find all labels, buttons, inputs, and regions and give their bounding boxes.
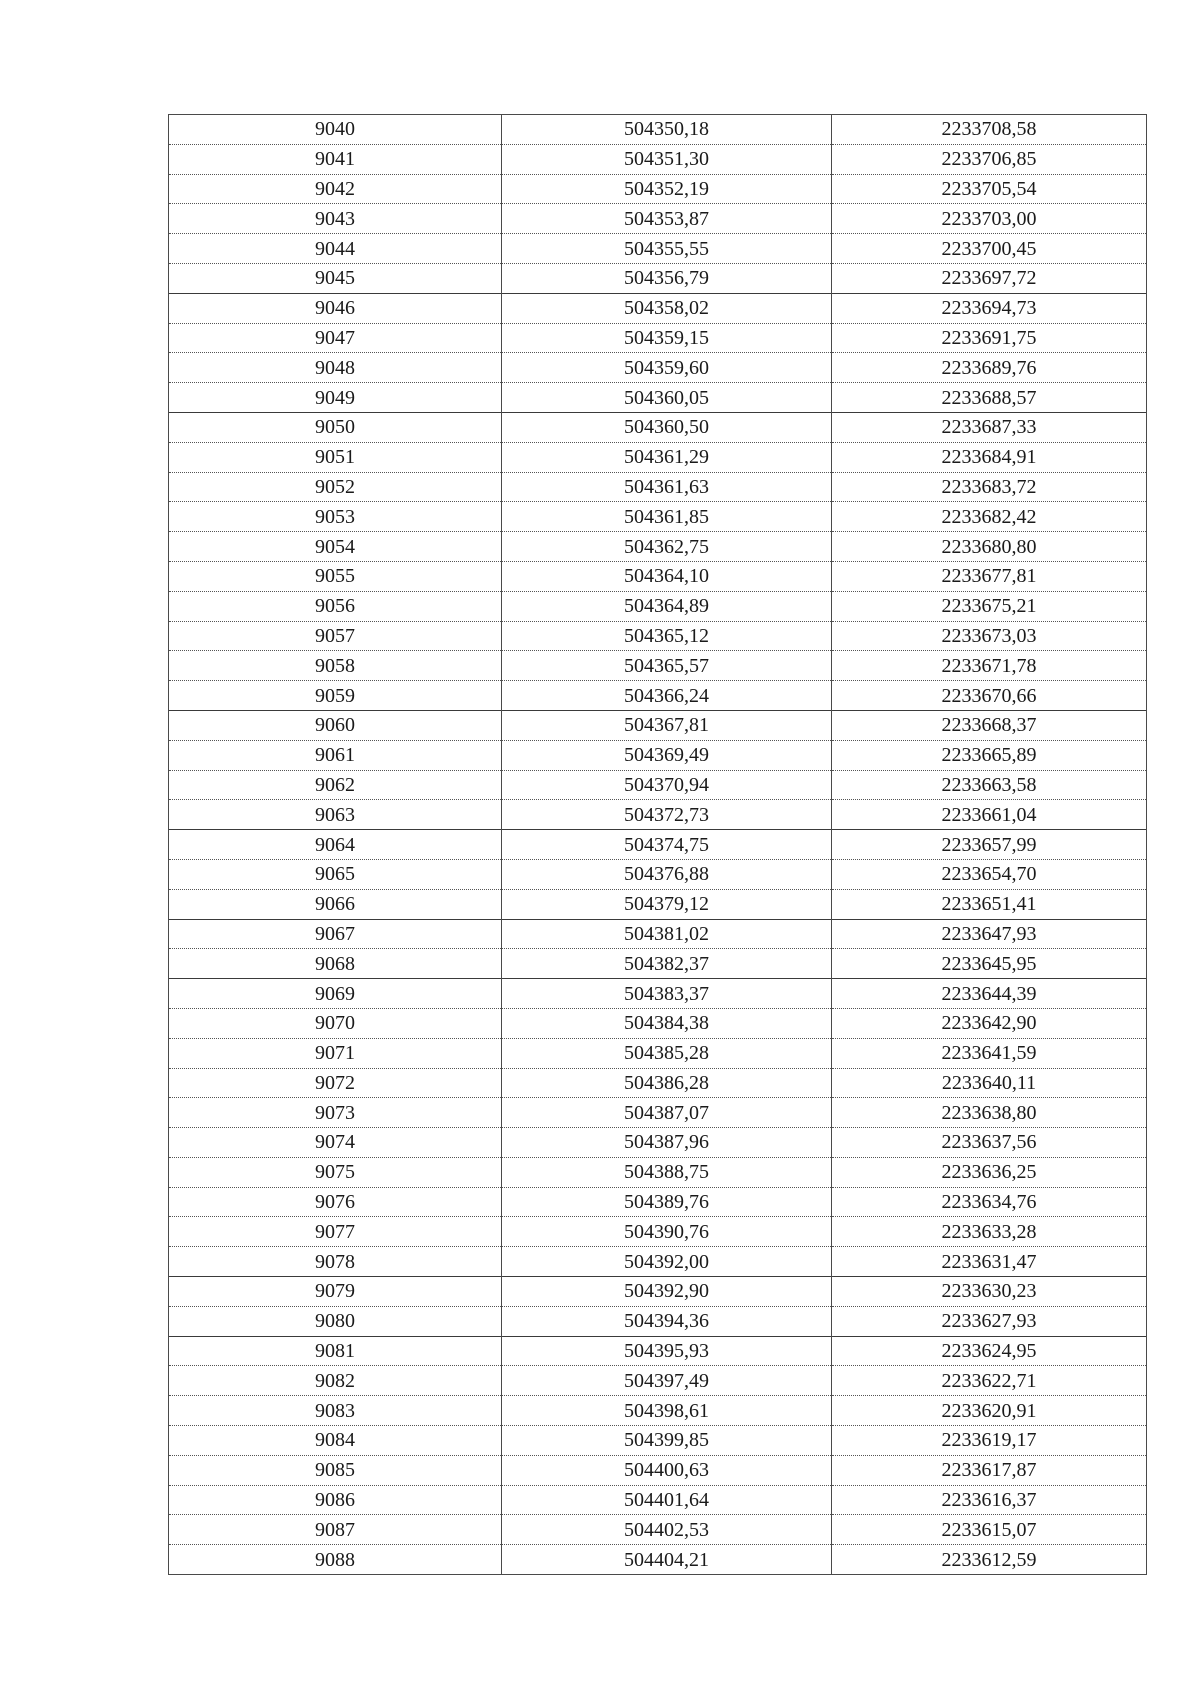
- table-row: [169, 1098, 1147, 1128]
- table-row: [169, 412, 1147, 442]
- table-row: [169, 472, 1147, 502]
- x-coordinate-cell: 504385,28: [502, 1038, 832, 1068]
- x-coordinate-cell: 504361,85: [502, 502, 832, 532]
- point-number-cell: 9052: [169, 472, 502, 502]
- x-coordinate-cell: 504390,76: [502, 1217, 832, 1247]
- x-coordinate-cell: 504397,49: [502, 1366, 832, 1396]
- y-coordinate-cell: 2233616,37: [832, 1485, 1147, 1515]
- y-coordinate-cell: 2233645,95: [832, 949, 1147, 979]
- table-row: [169, 979, 1147, 1009]
- y-coordinate-cell: 2233654,70: [832, 859, 1147, 889]
- table-row: [169, 263, 1147, 293]
- y-coordinate-cell: 2233683,72: [832, 472, 1147, 502]
- table-row: [169, 681, 1147, 711]
- point-number-cell: 9054: [169, 532, 502, 562]
- y-coordinate-cell: 2233670,66: [832, 681, 1147, 711]
- x-coordinate-cell: 504350,18: [502, 115, 832, 145]
- x-coordinate-cell: 504404,21: [502, 1545, 832, 1575]
- point-number-cell: 9078: [169, 1247, 502, 1277]
- x-coordinate-cell: 504364,10: [502, 561, 832, 591]
- x-coordinate-cell: 504395,93: [502, 1336, 832, 1366]
- y-coordinate-cell: 2233700,45: [832, 234, 1147, 264]
- table-row: [169, 919, 1147, 949]
- x-coordinate-cell: 504359,60: [502, 353, 832, 383]
- y-coordinate-cell: 2233619,17: [832, 1426, 1147, 1456]
- table-row: [169, 830, 1147, 860]
- x-coordinate-cell: 504361,63: [502, 472, 832, 502]
- point-number-cell: 9083: [169, 1396, 502, 1426]
- point-number-cell: 9070: [169, 1008, 502, 1038]
- table-row: [169, 1277, 1147, 1307]
- y-coordinate-cell: 2233671,78: [832, 651, 1147, 681]
- y-coordinate-cell: 2233663,58: [832, 770, 1147, 800]
- x-coordinate-cell: 504376,88: [502, 859, 832, 889]
- y-coordinate-cell: 2233631,47: [832, 1247, 1147, 1277]
- table-row: [169, 591, 1147, 621]
- y-coordinate-cell: 2233624,95: [832, 1336, 1147, 1366]
- x-coordinate-cell: 504359,15: [502, 323, 832, 353]
- point-number-cell: 9049: [169, 383, 502, 413]
- y-coordinate-cell: 2233708,58: [832, 115, 1147, 145]
- point-number-cell: 9067: [169, 919, 502, 949]
- y-coordinate-cell: 2233641,59: [832, 1038, 1147, 1068]
- table-row: [169, 1217, 1147, 1247]
- x-coordinate-cell: 504365,12: [502, 621, 832, 651]
- point-number-cell: 9088: [169, 1545, 502, 1575]
- y-coordinate-cell: 2233706,85: [832, 144, 1147, 174]
- point-number-cell: 9059: [169, 681, 502, 711]
- point-number-cell: 9075: [169, 1157, 502, 1187]
- point-number-cell: 9065: [169, 859, 502, 889]
- y-coordinate-cell: 2233627,93: [832, 1306, 1147, 1336]
- point-number-cell: 9058: [169, 651, 502, 681]
- table-row: [169, 1038, 1147, 1068]
- point-number-cell: 9062: [169, 770, 502, 800]
- x-coordinate-cell: 504353,87: [502, 204, 832, 234]
- y-coordinate-cell: 2233612,59: [832, 1545, 1147, 1575]
- x-coordinate-cell: 504394,36: [502, 1306, 832, 1336]
- coordinates-table: [168, 114, 1147, 1575]
- y-coordinate-cell: 2233630,23: [832, 1277, 1147, 1307]
- point-number-cell: 9072: [169, 1068, 502, 1098]
- point-number-cell: 9074: [169, 1128, 502, 1158]
- x-coordinate-cell: 504388,75: [502, 1157, 832, 1187]
- point-number-cell: 9071: [169, 1038, 502, 1068]
- y-coordinate-cell: 2233687,33: [832, 412, 1147, 442]
- x-coordinate-cell: 504360,05: [502, 383, 832, 413]
- x-coordinate-cell: 504364,89: [502, 591, 832, 621]
- x-coordinate-cell: 504382,37: [502, 949, 832, 979]
- x-coordinate-cell: 504379,12: [502, 889, 832, 919]
- x-coordinate-cell: 504392,00: [502, 1247, 832, 1277]
- table-row: [169, 1426, 1147, 1456]
- table-row: [169, 144, 1147, 174]
- point-number-cell: 9086: [169, 1485, 502, 1515]
- table-row: [169, 1485, 1147, 1515]
- table-row: [169, 115, 1147, 145]
- y-coordinate-cell: 2233637,56: [832, 1128, 1147, 1158]
- point-number-cell: 9051: [169, 442, 502, 472]
- y-coordinate-cell: 2233682,42: [832, 502, 1147, 532]
- table-row: [169, 651, 1147, 681]
- table-row: [169, 1247, 1147, 1277]
- table-row: [169, 621, 1147, 651]
- point-number-cell: 9041: [169, 144, 502, 174]
- table-row: [169, 323, 1147, 353]
- point-number-cell: 9045: [169, 263, 502, 293]
- table-row: [169, 710, 1147, 740]
- table-row: [169, 174, 1147, 204]
- table-row: [169, 740, 1147, 770]
- point-number-cell: 9081: [169, 1336, 502, 1366]
- table-row: [169, 1128, 1147, 1158]
- point-number-cell: 9069: [169, 979, 502, 1009]
- table-row: [169, 949, 1147, 979]
- x-coordinate-cell: 504361,29: [502, 442, 832, 472]
- point-number-cell: 9064: [169, 830, 502, 860]
- point-number-cell: 9087: [169, 1515, 502, 1545]
- table-row: [169, 1455, 1147, 1485]
- table-row: [169, 234, 1147, 264]
- x-coordinate-cell: 504360,50: [502, 412, 832, 442]
- point-number-cell: 9077: [169, 1217, 502, 1247]
- y-coordinate-cell: 2233634,76: [832, 1187, 1147, 1217]
- y-coordinate-cell: 2233615,07: [832, 1515, 1147, 1545]
- y-coordinate-cell: 2233638,80: [832, 1098, 1147, 1128]
- point-number-cell: 9040: [169, 115, 502, 145]
- y-coordinate-cell: 2233673,03: [832, 621, 1147, 651]
- y-coordinate-cell: 2233620,91: [832, 1396, 1147, 1426]
- y-coordinate-cell: 2233665,89: [832, 740, 1147, 770]
- x-coordinate-cell: 504400,63: [502, 1455, 832, 1485]
- point-number-cell: 9082: [169, 1366, 502, 1396]
- point-number-cell: 9057: [169, 621, 502, 651]
- table-row: [169, 442, 1147, 472]
- x-coordinate-cell: 504402,53: [502, 1515, 832, 1545]
- y-coordinate-cell: 2233688,57: [832, 383, 1147, 413]
- y-coordinate-cell: 2233642,90: [832, 1008, 1147, 1038]
- y-coordinate-cell: 2233691,75: [832, 323, 1147, 353]
- table-row: [169, 532, 1147, 562]
- table-row: [169, 1366, 1147, 1396]
- table-row: [169, 353, 1147, 383]
- y-coordinate-cell: 2233694,73: [832, 293, 1147, 323]
- x-coordinate-cell: 504355,55: [502, 234, 832, 264]
- table-row: [169, 561, 1147, 591]
- y-coordinate-cell: 2233697,72: [832, 263, 1147, 293]
- y-coordinate-cell: 2233657,99: [832, 830, 1147, 860]
- point-number-cell: 9076: [169, 1187, 502, 1217]
- table-row: [169, 204, 1147, 234]
- x-coordinate-cell: 504356,79: [502, 263, 832, 293]
- y-coordinate-cell: 2233633,28: [832, 1217, 1147, 1247]
- table-row: [169, 859, 1147, 889]
- x-coordinate-cell: 504383,37: [502, 979, 832, 1009]
- y-coordinate-cell: 2233617,87: [832, 1455, 1147, 1485]
- y-coordinate-cell: 2233680,80: [832, 532, 1147, 562]
- table-row: [169, 383, 1147, 413]
- point-number-cell: 9084: [169, 1426, 502, 1456]
- y-coordinate-cell: 2233705,54: [832, 174, 1147, 204]
- x-coordinate-cell: 504384,38: [502, 1008, 832, 1038]
- x-coordinate-cell: 504399,85: [502, 1426, 832, 1456]
- y-coordinate-cell: 2233703,00: [832, 204, 1147, 234]
- y-coordinate-cell: 2233675,21: [832, 591, 1147, 621]
- point-number-cell: 9043: [169, 204, 502, 234]
- coordinates-table-body: [169, 115, 1147, 1575]
- x-coordinate-cell: 504372,73: [502, 800, 832, 830]
- x-coordinate-cell: 504366,24: [502, 681, 832, 711]
- table-row: [169, 1157, 1147, 1187]
- point-number-cell: 9048: [169, 353, 502, 383]
- x-coordinate-cell: 504352,19: [502, 174, 832, 204]
- x-coordinate-cell: 504374,75: [502, 830, 832, 860]
- x-coordinate-cell: 504387,07: [502, 1098, 832, 1128]
- x-coordinate-cell: 504367,81: [502, 710, 832, 740]
- x-coordinate-cell: 504365,57: [502, 651, 832, 681]
- point-number-cell: 9044: [169, 234, 502, 264]
- point-number-cell: 9073: [169, 1098, 502, 1128]
- x-coordinate-cell: 504358,02: [502, 293, 832, 323]
- point-number-cell: 9055: [169, 561, 502, 591]
- point-number-cell: 9056: [169, 591, 502, 621]
- point-number-cell: 9047: [169, 323, 502, 353]
- table-row: [169, 1396, 1147, 1426]
- x-coordinate-cell: 504401,64: [502, 1485, 832, 1515]
- y-coordinate-cell: 2233636,25: [832, 1157, 1147, 1187]
- x-coordinate-cell: 504389,76: [502, 1187, 832, 1217]
- point-number-cell: 9060: [169, 710, 502, 740]
- table-row: [169, 293, 1147, 323]
- point-number-cell: 9080: [169, 1306, 502, 1336]
- table-row: [169, 1515, 1147, 1545]
- y-coordinate-cell: 2233640,11: [832, 1068, 1147, 1098]
- table-row: [169, 889, 1147, 919]
- x-coordinate-cell: 504398,61: [502, 1396, 832, 1426]
- table-row: [169, 800, 1147, 830]
- point-number-cell: 9050: [169, 412, 502, 442]
- y-coordinate-cell: 2233647,93: [832, 919, 1147, 949]
- x-coordinate-cell: 504370,94: [502, 770, 832, 800]
- x-coordinate-cell: 504362,75: [502, 532, 832, 562]
- x-coordinate-cell: 504386,28: [502, 1068, 832, 1098]
- point-number-cell: 9042: [169, 174, 502, 204]
- y-coordinate-cell: 2233644,39: [832, 979, 1147, 1009]
- y-coordinate-cell: 2233684,91: [832, 442, 1147, 472]
- table-row: [169, 1187, 1147, 1217]
- x-coordinate-cell: 504387,96: [502, 1128, 832, 1158]
- table-row: [169, 502, 1147, 532]
- table-row: [169, 1306, 1147, 1336]
- point-number-cell: 9061: [169, 740, 502, 770]
- point-number-cell: 9063: [169, 800, 502, 830]
- x-coordinate-cell: 504381,02: [502, 919, 832, 949]
- y-coordinate-cell: 2233668,37: [832, 710, 1147, 740]
- point-number-cell: 9053: [169, 502, 502, 532]
- table-row: [169, 1336, 1147, 1366]
- point-number-cell: 9046: [169, 293, 502, 323]
- table-row: [169, 1545, 1147, 1575]
- table-row: [169, 770, 1147, 800]
- y-coordinate-cell: 2233689,76: [832, 353, 1147, 383]
- y-coordinate-cell: 2233651,41: [832, 889, 1147, 919]
- point-number-cell: 9085: [169, 1455, 502, 1485]
- point-number-cell: 9068: [169, 949, 502, 979]
- y-coordinate-cell: 2233622,71: [832, 1366, 1147, 1396]
- table-row: [169, 1068, 1147, 1098]
- table-row: [169, 1008, 1147, 1038]
- x-coordinate-cell: 504392,90: [502, 1277, 832, 1307]
- y-coordinate-cell: 2233677,81: [832, 561, 1147, 591]
- point-number-cell: 9079: [169, 1277, 502, 1307]
- point-number-cell: 9066: [169, 889, 502, 919]
- y-coordinate-cell: 2233661,04: [832, 800, 1147, 830]
- x-coordinate-cell: 504351,30: [502, 144, 832, 174]
- x-coordinate-cell: 504369,49: [502, 740, 832, 770]
